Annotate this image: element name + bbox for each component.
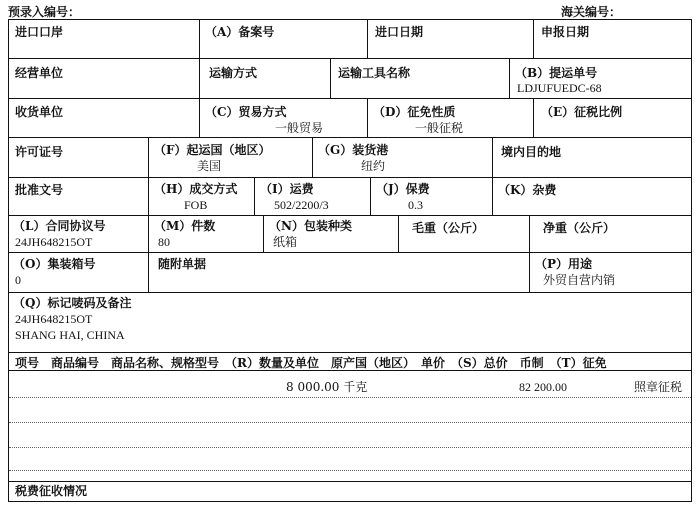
usage-value: 外贸自营内销 — [543, 273, 616, 287]
exemption-nature-label: （D）征免性质 — [373, 105, 456, 119]
pieces-label: （M）件数 — [154, 219, 216, 233]
packing-type-value: 纸箱 — [273, 235, 298, 249]
trade-mode-label: （C）贸易方式 — [205, 105, 287, 119]
license-number-label: 许可证号 — [15, 145, 64, 159]
loading-port-label: （G）装货港 — [318, 143, 389, 157]
operating-unit-label: 经营单位 — [15, 66, 64, 80]
container-number-label: （O）集装箱号 — [13, 257, 96, 271]
misc-fees-label: （K）杂费 — [498, 183, 557, 197]
container-number-value: 0 — [15, 273, 21, 287]
marks-line-1: 24JH648215OT — [15, 312, 93, 326]
usage-label: （P）用途 — [535, 257, 593, 271]
insurance-label: （J）保费 — [376, 182, 430, 196]
origin-country-label: （F）起运国（地区） — [154, 143, 271, 157]
goods-total-price: 82 200.00 — [519, 380, 567, 394]
transport-mode-label: 运输方式 — [209, 66, 258, 80]
loading-port-value: 纽约 — [361, 159, 386, 173]
packing-type-label: （N）包装种类 — [269, 219, 352, 233]
transaction-terms-value: FOB — [184, 198, 208, 212]
approval-number-label: 批准文号 — [15, 183, 64, 197]
bill-of-lading-value: LDJUFUEDC-68 — [517, 81, 602, 95]
attached-documents-label: 随附单据 — [158, 257, 207, 271]
tax-ratio-label: （E）征税比例 — [541, 105, 623, 119]
bill-of-lading-label: （B）提运单号 — [515, 66, 598, 80]
import-port-label: 进口口岸 — [15, 25, 64, 39]
record-number-label: （A）备案号 — [205, 25, 275, 39]
gross-weight-label: 毛重（公斤） — [412, 221, 485, 235]
transaction-terms-label: （H）成交方式 — [154, 182, 238, 196]
freight-value: 502/2200/3 — [274, 198, 329, 212]
marks-remarks-label: （Q）标记唛码及备注 — [13, 296, 132, 310]
marks-line-2: SHANG HAI, CHINA — [15, 328, 125, 342]
insurance-value: 0.3 — [408, 198, 423, 212]
customs-declaration-form — [8, 19, 692, 502]
pieces-value: 80 — [158, 235, 170, 249]
contract-number-label: （L）合同协议号 — [13, 219, 106, 233]
vehicle-name-label: 运输工具名称 — [338, 66, 411, 80]
consignee-label: 收货单位 — [15, 105, 64, 119]
customs-number-label: 海关编号： — [561, 5, 622, 19]
goods-quantity: 8 000.00 千克 — [286, 380, 368, 394]
contract-number-value: 24JH648215OT — [15, 235, 93, 249]
import-date-label: 进口日期 — [375, 25, 424, 39]
exemption-nature-value: 一般征税 — [415, 121, 464, 135]
pre-entry-number-label: 预录入编号： — [8, 5, 81, 19]
origin-country-value: 美国 — [197, 159, 222, 173]
goods-levy: 照章征税 — [634, 380, 683, 394]
tax-collection-status-label: 税费征收情况 — [15, 484, 88, 498]
domestic-destination-label: 境内目的地 — [501, 145, 562, 159]
goods-table-header: 项号 商品编号 商品名称、规格型号 （R）数量及单位 原产国（地区） 单价 （S）总价 币制 （T）征免 — [15, 356, 607, 370]
trade-mode-value: 一般贸易 — [275, 121, 324, 135]
declaration-date-label: 申报日期 — [541, 25, 590, 39]
freight-label: （I）运费 — [260, 182, 314, 196]
net-weight-label: 净重（公斤） — [543, 221, 616, 235]
